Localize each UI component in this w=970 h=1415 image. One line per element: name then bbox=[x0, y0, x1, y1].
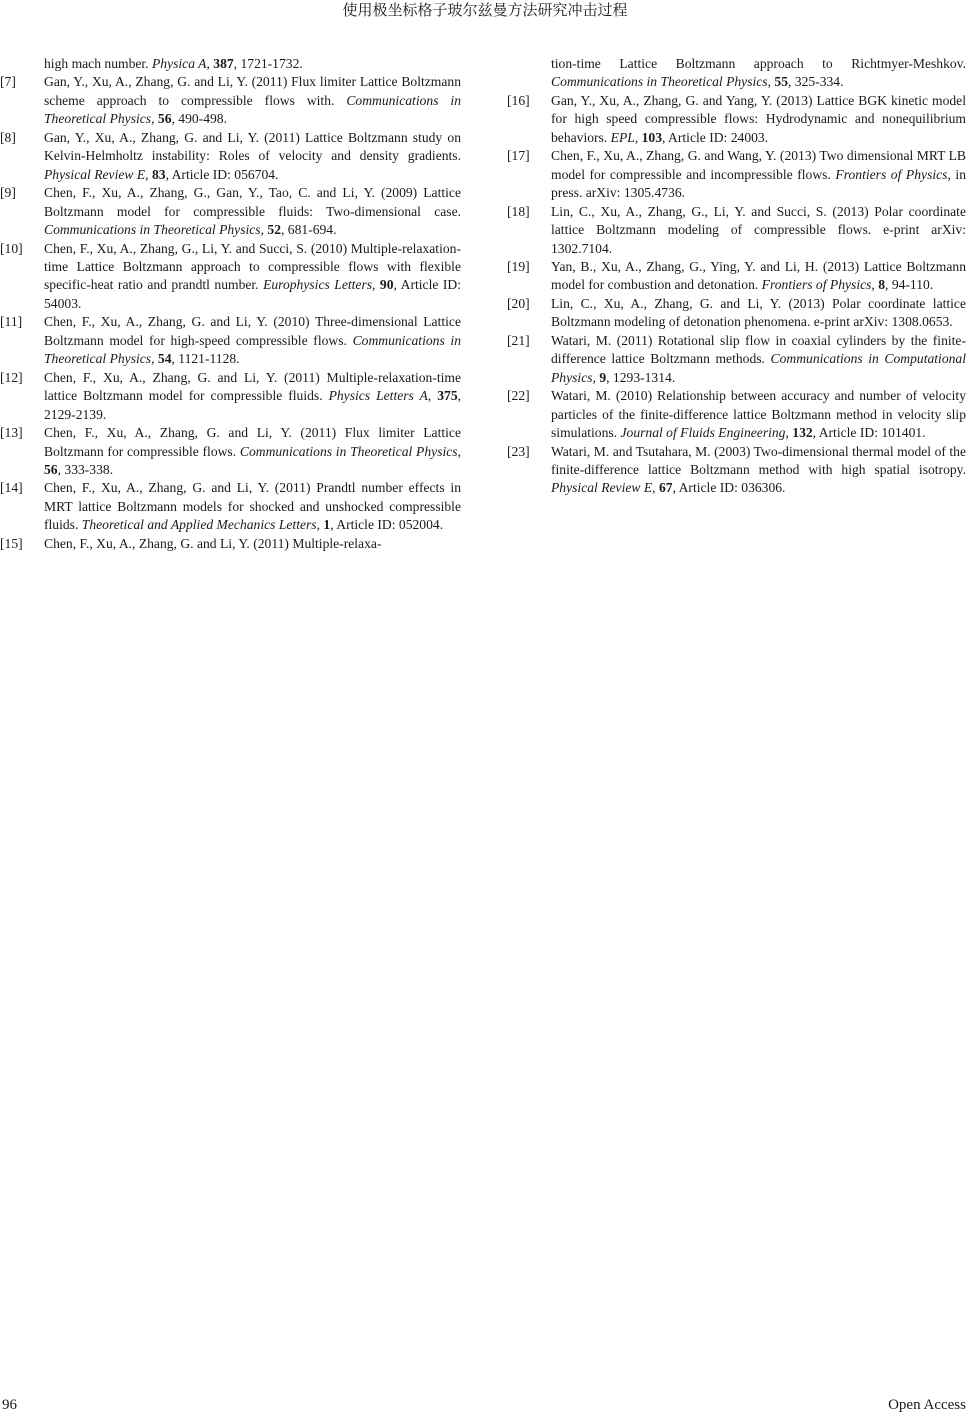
ref-pages: , 490-498. bbox=[171, 111, 227, 127]
ref-pages: , 1293-1314. bbox=[606, 369, 676, 385]
ref-pages: , 2129-2139. bbox=[44, 388, 462, 422]
ref-volume: 54 bbox=[157, 351, 172, 367]
ref-sep: , bbox=[427, 388, 438, 404]
ref-sep: , bbox=[260, 222, 268, 238]
ref-text: Chen, F., Xu, A., Zhang, G., Li, Y. and Succi, S. (2010) Multiple-relaxation-time Lattice Boltzmann approach to compressible flows with flexible specific-heat ratio and prandtl number. bbox=[44, 240, 461, 293]
references-left-column bbox=[0, 55, 461, 553]
reference-entry bbox=[0, 129, 461, 184]
ref-journal: Communications in Theoretical Physics bbox=[44, 92, 462, 127]
ref-number: [11] bbox=[0, 314, 23, 330]
ref-number: [10] bbox=[0, 240, 23, 256]
ref-volume: 1 bbox=[323, 517, 331, 533]
ref-text: Chen, F., Xu, A., Zhang, G. and Li, Y. (2011) Multiple-relaxation-time lattice Boltzmann model for compressible fluids. bbox=[44, 369, 461, 404]
ref-journal: Physics Letters A bbox=[328, 388, 428, 404]
ref-text: Watari, M. (2011) Rotational slip flow in coaxial cylinders by the finite-difference lattice Boltzmann methods. bbox=[551, 332, 966, 367]
ref-volume: 55 bbox=[774, 74, 788, 90]
ref-pages: , Article ID: 056704. bbox=[165, 166, 279, 182]
ref-volume: 9 bbox=[599, 369, 607, 385]
reference-entry bbox=[507, 387, 966, 442]
ref-number: [8] bbox=[0, 129, 16, 145]
ref-number: [12] bbox=[0, 369, 23, 385]
ref-text: Chen, F., Xu, A., Zhang, G. and Li, Y. (2011) Multiple-relaxa- bbox=[44, 535, 382, 551]
ref-journal: Communications in Theoretical Physics bbox=[239, 443, 458, 459]
ref-journal: Frontiers of Physics bbox=[761, 277, 872, 293]
ref-volume: 56 bbox=[157, 111, 172, 127]
reference-entry bbox=[0, 369, 461, 424]
ref-number: [22] bbox=[507, 388, 530, 404]
ref-text: Chen, F., Xu, A., Zhang, G., Gan, Y., Tao, C. and Li, Y. (2009) Lattice Boltzmann model for compressible fluids: Two-dimensional case. bbox=[44, 185, 461, 219]
ref-text: tion-time Lattice Boltzmann approach to Richtmyer-Meshkov. bbox=[551, 56, 966, 71]
ref-text: Gan, Y., Xu, A., Zhang, G. and Yang, Y. (2013) Lattice BGK kinetic model for high speed compressible flows: Hydrodynamic and nonequilibrium behaviors. bbox=[551, 92, 966, 145]
ref-journal: Communications in Theoretical Physics bbox=[44, 222, 261, 238]
ref-sep: , bbox=[457, 443, 461, 459]
reference-entry bbox=[507, 55, 966, 92]
reference-entry bbox=[507, 295, 966, 332]
ref-number: [13] bbox=[0, 425, 23, 441]
ref-sep: , bbox=[634, 129, 642, 145]
ref-journal: Theoretical and Applied Mechanics Letters bbox=[81, 517, 317, 533]
ref-number: [21] bbox=[507, 332, 530, 348]
ref-text: Watari, M. (2010) Relationship between accuracy and number of velocity particles of the finite-difference lattice Boltzmann method in velocity slip simulations. bbox=[551, 388, 966, 441]
ref-journal: Physical Review E bbox=[44, 166, 146, 182]
references-right-column bbox=[507, 55, 966, 498]
reference-entry bbox=[0, 73, 461, 128]
ref-number: [9] bbox=[0, 185, 16, 201]
reference-entry bbox=[507, 203, 966, 258]
ref-pages: , Article ID: 54003. bbox=[44, 277, 461, 311]
ref-journal: Communications in Computational Physics bbox=[551, 351, 966, 385]
ref-volume: 52 bbox=[267, 222, 281, 238]
ref-text: high mach number. bbox=[44, 56, 152, 71]
ref-pages: , 1121-1128. bbox=[171, 351, 240, 367]
ref-text: Yan, B., Xu, A., Zhang, G., Ying, Y. and Li, H. (2013) Lattice Boltzmann model for combustion and detonation. bbox=[551, 258, 966, 293]
ref-journal: EPL bbox=[610, 129, 635, 145]
ref-number: [18] bbox=[507, 203, 530, 219]
reference-entry bbox=[0, 184, 461, 239]
ref-sep: , bbox=[592, 369, 600, 385]
ref-sep: , bbox=[145, 166, 152, 182]
reference-entry bbox=[507, 443, 966, 498]
ref-number: [20] bbox=[507, 295, 530, 311]
ref-number: [15] bbox=[0, 535, 23, 551]
ref-pages: , Article ID: 052004. bbox=[330, 517, 444, 533]
reference-entry bbox=[0, 313, 461, 368]
ref-volume: 90 bbox=[379, 277, 394, 293]
ref-volume: 83 bbox=[151, 166, 166, 182]
ref-pages: , Article ID: 24003. bbox=[662, 129, 769, 145]
ref-text: Chen, F., Xu, A., Zhang, G. and Li, Y. (2011) Flux limiter Lattice Boltzmann for compressible flows. bbox=[44, 425, 461, 459]
ref-sep: , bbox=[316, 517, 324, 533]
ref-journal: Frontiers of Physics bbox=[835, 166, 948, 182]
ref-sep: , bbox=[151, 351, 158, 367]
ref-text: Watari, M. and Tsutahara, M. (2003) Two-dimensional thermal model of the finite-difference lattice Boltzmann method with high spatial isotropy. bbox=[551, 443, 966, 477]
ref-volume: 67 bbox=[658, 480, 673, 496]
ref-journal: Journal of Fluids Engineering bbox=[620, 425, 786, 441]
ref-journal: Physical Review E bbox=[551, 480, 653, 496]
ref-pages: , in press. arXiv: 1305.4736. bbox=[551, 166, 966, 201]
page-footer bbox=[0, 1395, 966, 1415]
reference-entry bbox=[507, 258, 966, 295]
reference-entry bbox=[507, 92, 966, 147]
reference-entry bbox=[0, 479, 461, 534]
ref-sep: , bbox=[206, 56, 214, 71]
ref-sep: , bbox=[785, 425, 793, 441]
ref-journal: Physica A bbox=[151, 56, 207, 71]
publisher-label: Open Access bbox=[888, 1397, 966, 1413]
ref-volume: 375 bbox=[437, 388, 458, 404]
ref-number: [14] bbox=[0, 480, 23, 496]
running-header: 使用极坐标格子玻尔兹曼方法研究冲击过程 bbox=[342, 1, 628, 19]
ref-number: [23] bbox=[507, 443, 530, 459]
ref-text: Chen, F., Xu, A., Zhang, G. and Li, Y. (2010) Three-dimensional Lattice Boltzmann model for high-speed compressible flows. bbox=[44, 314, 461, 348]
ref-sep: , bbox=[652, 480, 659, 496]
ref-pages: , 333-338. bbox=[57, 461, 114, 477]
reference-entry bbox=[507, 332, 966, 387]
reference-entry bbox=[507, 147, 966, 202]
ref-sep: , bbox=[767, 74, 775, 90]
ref-text: Chen, F., Xu, A., Zhang, G. and Li, Y. (2011) Prandtl number effects in MRT lattice Boltzmann models for shocked and unshocked compressible fluids. bbox=[44, 480, 461, 533]
ref-pages: , 1721-1732. bbox=[233, 56, 303, 71]
ref-text: Lin, C., Xu, A., Zhang, G. and Li, Y. (2013) Polar coordinate lattice Boltzmann modeling of detonation phenomena. e-print arXiv: 1308.0653. bbox=[551, 295, 966, 330]
reference-entry bbox=[0, 240, 461, 314]
ref-volume: 56 bbox=[44, 461, 58, 477]
ref-journal: Europhysics Letters bbox=[263, 277, 373, 293]
reference-entry bbox=[0, 424, 461, 479]
ref-volume: 132 bbox=[792, 425, 813, 441]
ref-volume: 387 bbox=[213, 56, 234, 71]
ref-pages: , 681-694. bbox=[281, 222, 337, 238]
ref-text: Chen, F., Xu, A., Zhang, G. and Wang, Y. (2013) Two dimensional MRT LB model for compressible and incompressible flows. bbox=[551, 148, 966, 182]
ref-pages: , Article ID: 036306. bbox=[672, 480, 786, 496]
ref-text: Gan, Y., Xu, A., Zhang, G. and Li, Y. (2011) Lattice Boltzmann study on Kelvin-Helmholtz instability: Roles of velocity and density gradients. bbox=[44, 129, 461, 164]
reference-entry bbox=[0, 55, 461, 73]
ref-journal: Communications in Theoretical Physics bbox=[44, 332, 461, 367]
ref-sep: , bbox=[151, 111, 158, 127]
ref-number: [19] bbox=[507, 258, 530, 274]
ref-sep: , bbox=[871, 277, 879, 293]
ref-journal: Communications in Theoretical Physics bbox=[551, 74, 768, 90]
ref-volume: 103 bbox=[641, 129, 663, 145]
ref-text: Gan, Y., Xu, A., Zhang, G. and Li, Y. (2011) Flux limiter Lattice Boltzmann scheme approach to compressible flows with. bbox=[44, 74, 461, 108]
ref-pages: , 94-110. bbox=[885, 277, 934, 293]
reference-entry bbox=[0, 535, 461, 553]
ref-number: [16] bbox=[507, 92, 530, 108]
ref-number: [17] bbox=[507, 148, 530, 164]
ref-pages: , Article ID: 101401. bbox=[812, 425, 926, 441]
page-number: 96 bbox=[2, 1397, 17, 1413]
ref-text: Lin, C., Xu, A., Zhang, G., Li, Y. and Succi, S. (2013) Polar coordinate lattice Boltzmann modeling of compressible flows. e-print arXiv: 1302.7104. bbox=[551, 203, 966, 256]
ref-sep: , bbox=[372, 277, 380, 293]
ref-volume: 8 bbox=[878, 277, 886, 293]
ref-pages: , 325-334. bbox=[788, 74, 844, 90]
ref-number: [7] bbox=[0, 74, 16, 90]
